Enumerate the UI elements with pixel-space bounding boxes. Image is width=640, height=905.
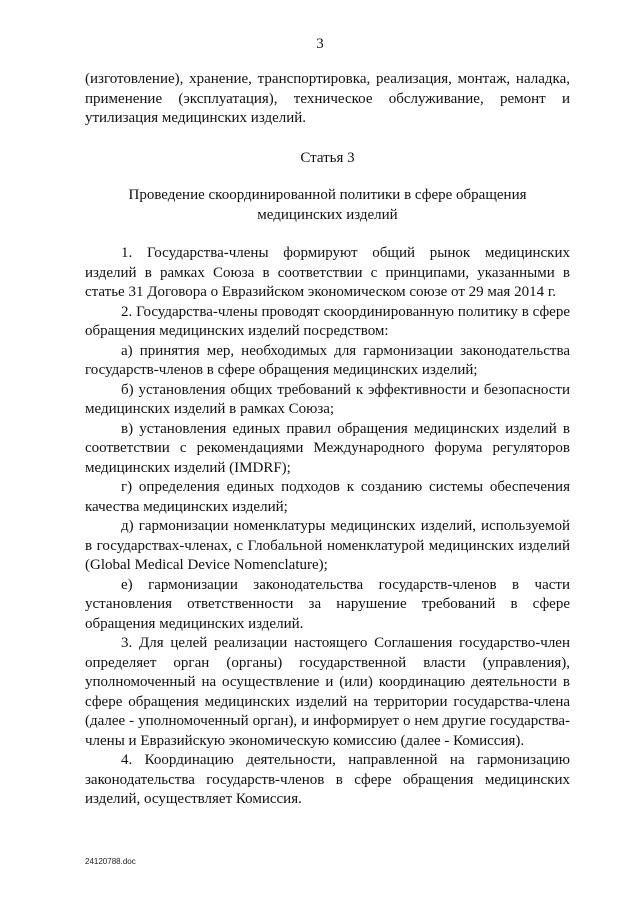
footer-filename: 24120788.doc <box>85 857 136 866</box>
continuation-paragraph: (изготовление), хранение, транспортировка, реализация, монтаж, наладка, применение (эксплуатация), техническое обслуживание, ремонт и утилизация медицинских изделий. <box>85 71 570 126</box>
paragraph-4: 4. Координацию деятельности, направленной на гармонизацию законодательства государств-членов в сфере обращения медицинских изделий, осуществляет Комиссия. <box>85 752 570 807</box>
article-heading: Проведение скоординированной политики в сфере обращения медицинских изделий <box>128 187 527 223</box>
list-item-g: г) определения единых подходов к созданию системы обеспечения качества медицинских изделий; <box>85 479 570 515</box>
list-item-d: д) гармонизации номенклатуры медицинских изделий, используемой в государствах-членах, с Глобальной номенклатурой медицинских изделий (Global Medical Device Nomenclature); <box>85 518 570 573</box>
list-item-b: б) установления общих требований к эффективности и безопасности медицинских изделий в рамках Союза; <box>85 381 570 417</box>
list-item-a: а) принятия мер, необходимых для гармонизации законодательства государств-членов в сфере обращения медицинских изделий; <box>85 342 570 378</box>
page-number: 3 <box>316 36 324 52</box>
list-item-v: в) установления единых правил обращения медицинских изделий в соответствии с рекомендациями Международного форума регуляторов медицинских изделий (IMDRF); <box>85 420 570 476</box>
paragraph-2: 2. Государства-члены проводят скоординированную политику в сфере обращения медицинских изделий посредством: <box>85 303 570 339</box>
paragraph-3: 3. Для целей реализации настоящего Соглашения государство-член определяет орган (органы) государственной власти (управления), уполномоченный на осуществление и (или) координацию деятельности в сфере обращения медицинских изделий на территории государства-члена (далее - уполномоченный орган), и информирует о нем другие государства-члены и Евразийскую экономическую комиссию (далее - Комиссия). <box>85 635 570 749</box>
document-body <box>85 70 570 810</box>
list-item-e: е) гармонизации законодательства государств-членов в части установления ответственности за нарушение требований в сфере обращения медицинских изделий. <box>85 576 570 632</box>
paragraph-1: 1. Государства-члены формируют общий рынок медицинских изделий в рамках Союза в соответствии с принципами, указанными в статье 31 Договора о Евразийском экономическом союзе от 29 мая 2014 г. <box>85 245 570 300</box>
article-title: Статья 3 <box>300 149 355 166</box>
